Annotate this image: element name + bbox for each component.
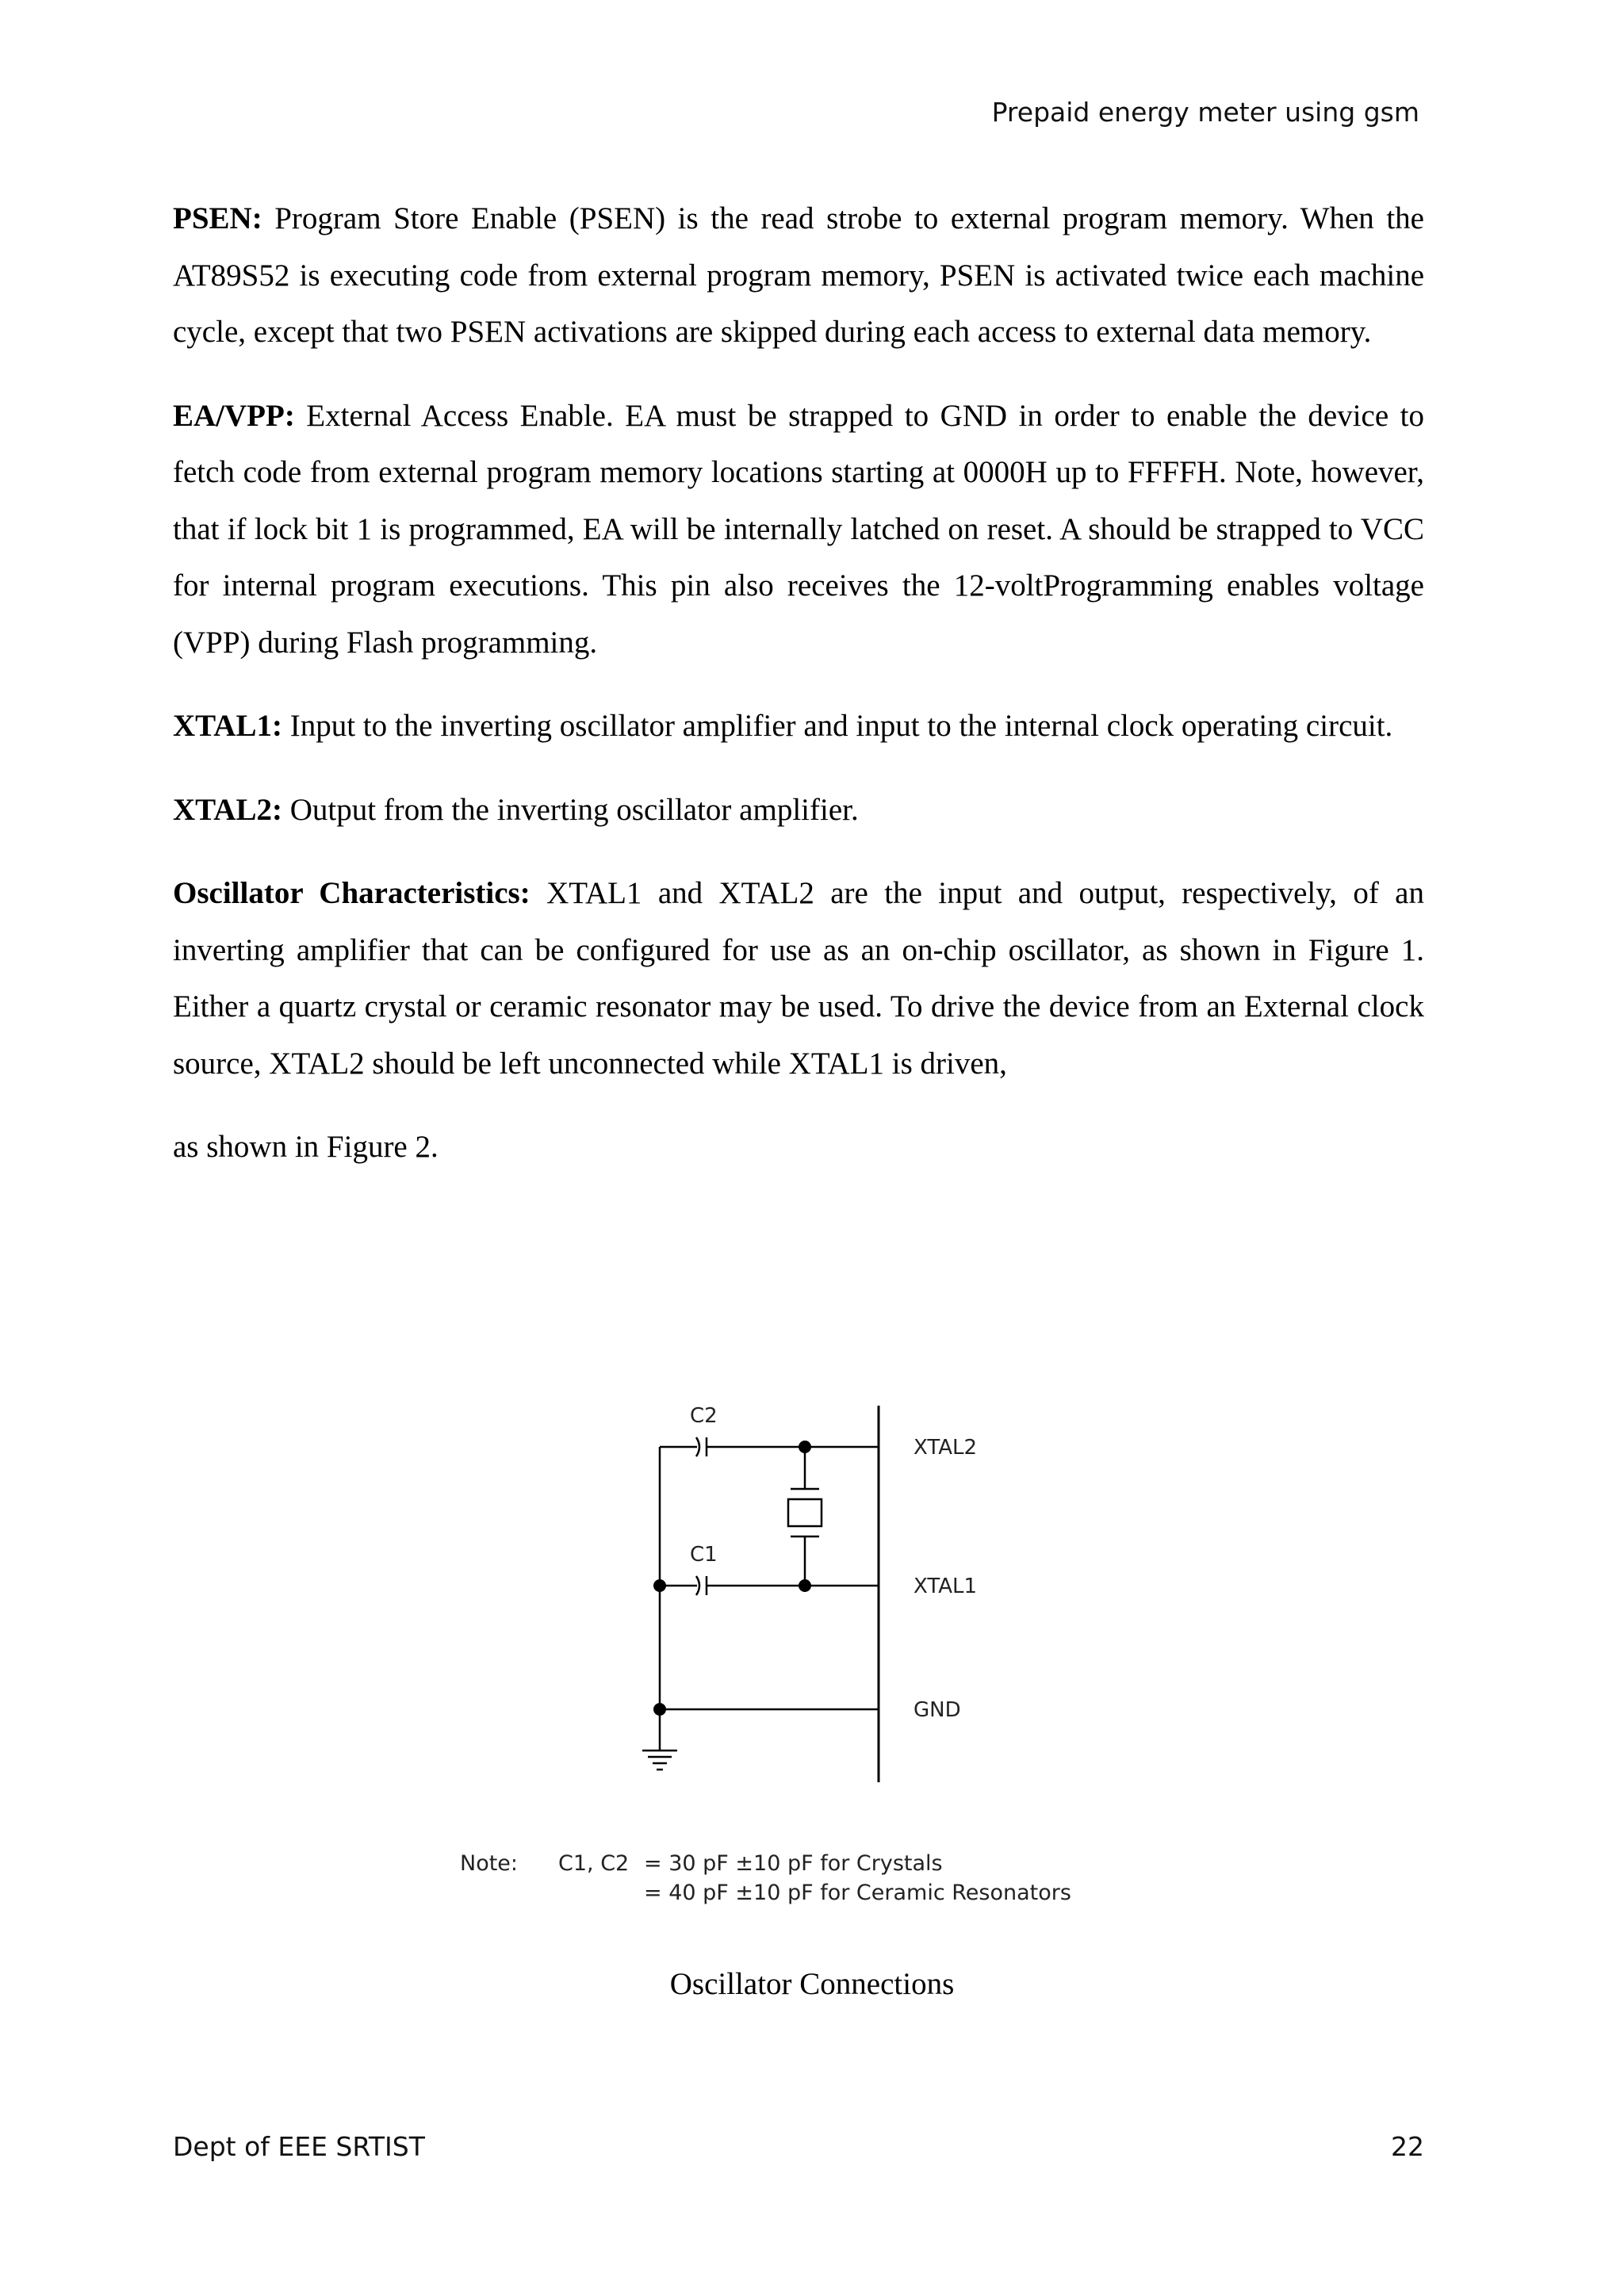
xtal1-label: XTAL1	[914, 1575, 978, 1598]
text-psen: Program Store Enable (PSEN) is the read strobe to external program memory. When the AT89S52 is executing code from external program memory, PSEN is activated twice each machine cycle, except that two PSEN activations are skipped during each access to external data memory.	[173, 201, 1424, 349]
term-xtal1: XTAL1:	[173, 709, 282, 743]
junction-dot-xtal2	[799, 1441, 811, 1453]
junction-dot-xtal1-bus	[653, 1579, 666, 1592]
term-oscillator: Oscillator Characteristics:	[173, 876, 530, 910]
footer-page-number: 22	[1391, 2131, 1424, 2162]
paragraph-xtal1	[173, 698, 1424, 755]
note-line-crystals: = 30 pF ±10 pF for Crystals	[644, 1851, 943, 1876]
paragraph-ea-vpp	[173, 388, 1424, 672]
paragraph-oscillator	[173, 865, 1424, 1092]
term-ea-vpp: EA/VPP:	[173, 398, 295, 433]
xtal2-label: XTAL2	[914, 1436, 978, 1460]
note-label: Note:	[460, 1851, 519, 1876]
body-text	[173, 190, 1424, 1203]
paragraph-psen	[173, 190, 1424, 361]
oscillator-circuit-diagram	[444, 1394, 1078, 1806]
term-psen: PSEN:	[173, 201, 262, 235]
junction-dot-gnd	[653, 1703, 666, 1716]
paragraph-xtal2	[173, 782, 1424, 839]
crystal-body	[788, 1499, 822, 1526]
gnd-label: GND	[914, 1698, 961, 1722]
text-xtal1: Input to the inverting oscillator amplifier and input to the internal clock operating circuit.	[282, 709, 1393, 743]
running-header: Prepaid energy meter using gsm	[991, 97, 1419, 128]
note-line-resonators: = 40 pF ±10 pF for Ceramic Resonators	[644, 1881, 1071, 1905]
junction-dot-xtal1-crystal	[799, 1579, 811, 1592]
c2-label: C2	[690, 1404, 718, 1428]
note-capacitors: C1, C2	[558, 1851, 630, 1876]
c1-label: C1	[690, 1543, 718, 1567]
text-oscillator: XTAL1 and XTAL2 are the input and output, respectively, of an inverting amplifier that can be configured for use as an on-chip oscillator, as shown in Figure 1. Either a quartz crystal or ceramic resonator may be used. To drive the device from an External clock source, XTAL2 should be left unconnected while XTAL1 is driven,	[173, 876, 1424, 1081]
text-xtal2: Output from the inverting oscillator amplifier.	[282, 792, 859, 827]
figure-caption: Oscillator Connections	[669, 1967, 955, 2001]
footer-department: Dept of EEE SRTIST	[173, 2131, 425, 2162]
text-ea-vpp: External Access Enable. EA must be strapped to GND in order to enable the device to fetch code from external program memory locations starting at 0000H up to FFFFH. Note, however, that if lock bit 1 is programmed, EA will be internally latched on reset. A should be strapped to VCC for internal program executions. This pin also receives the 12-voltProgramming enables voltage (VPP) during Flash programming.	[173, 398, 1424, 660]
paragraph-trailing: as shown in Figure 2.	[173, 1130, 439, 1164]
term-xtal2: XTAL2:	[173, 792, 282, 827]
